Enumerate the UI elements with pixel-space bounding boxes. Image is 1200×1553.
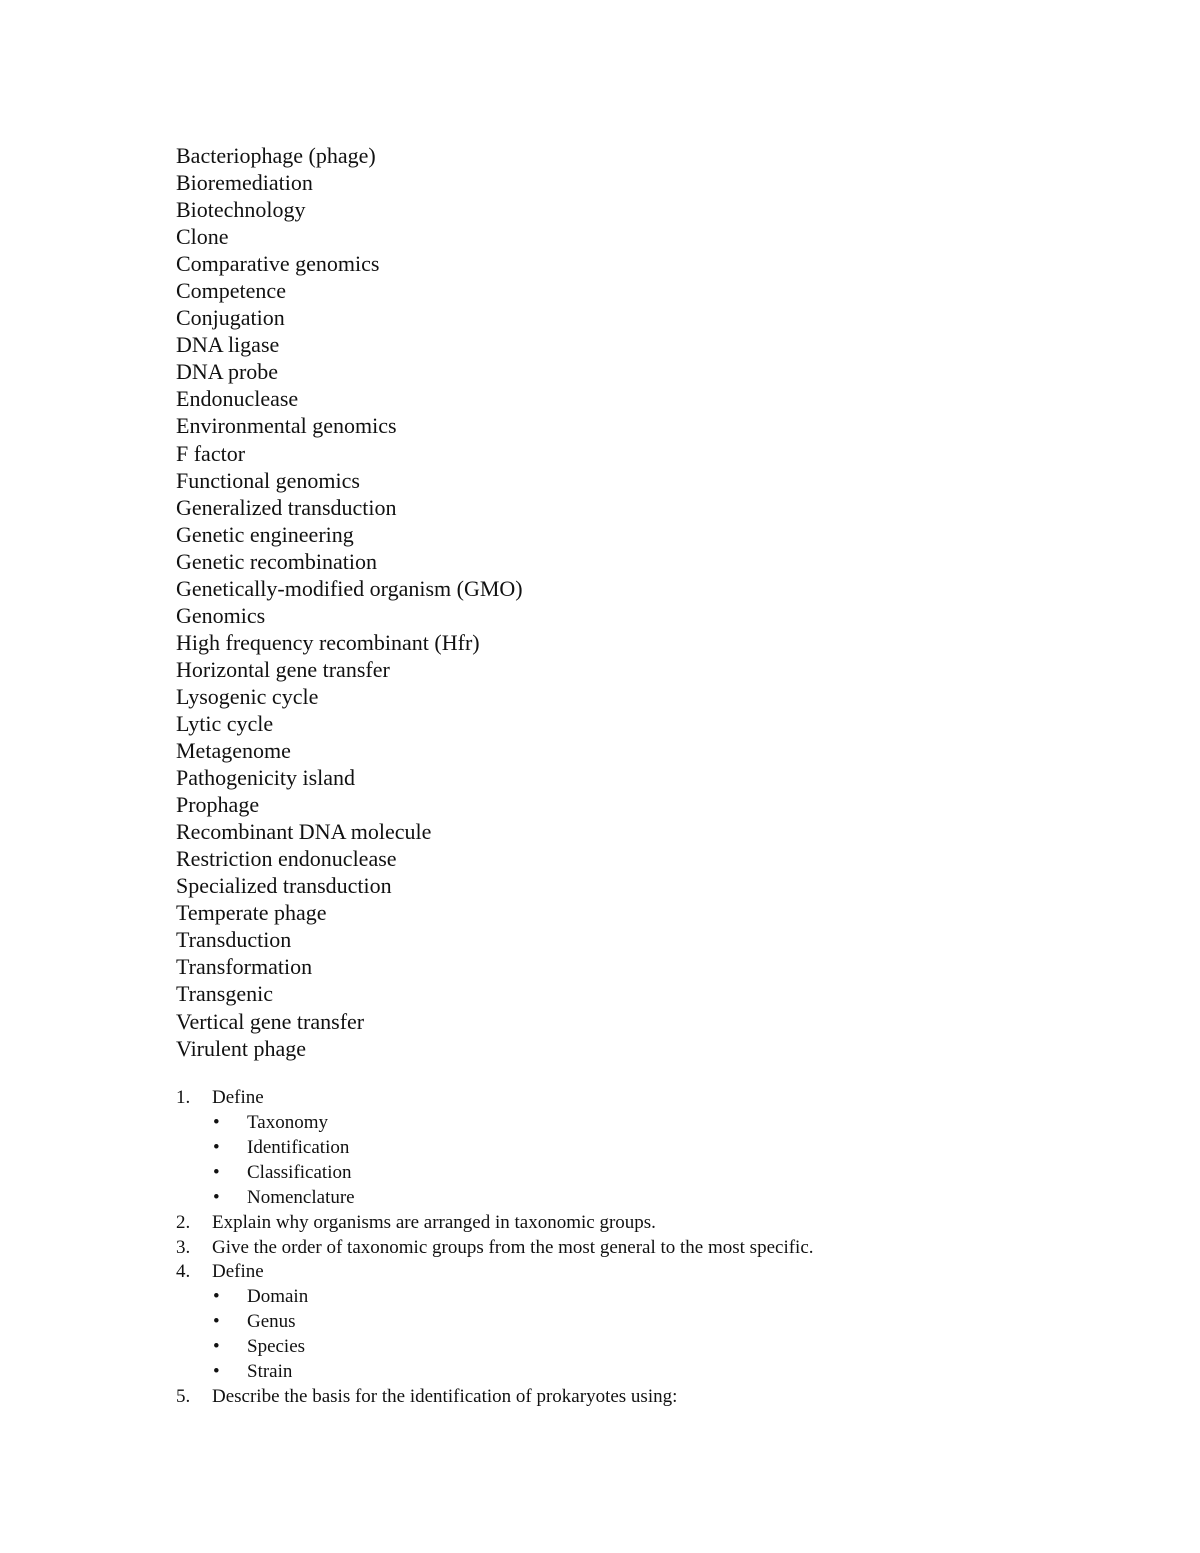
term-item: DNA ligase bbox=[176, 332, 280, 358]
term-item: Biotechnology bbox=[176, 197, 306, 223]
sub-item-text: Strain bbox=[247, 1361, 293, 1383]
sub-item-text: Taxonomy bbox=[247, 1111, 328, 1133]
question-text: Give the order of taxonomic groups from the most general to the most specific. bbox=[212, 1236, 814, 1258]
term-item: Temperate phage bbox=[176, 900, 327, 926]
term-item: Metagenome bbox=[176, 738, 291, 764]
question-number: 3. bbox=[176, 1236, 191, 1258]
term-item: F factor bbox=[176, 440, 246, 466]
term-item: Clone bbox=[176, 224, 229, 250]
term-item: Lytic cycle bbox=[176, 710, 274, 736]
term-item: Virulent phage bbox=[176, 1035, 307, 1061]
term-item: Transgenic bbox=[176, 981, 273, 1007]
term-item: Horizontal gene transfer bbox=[176, 656, 390, 682]
question-text: Define bbox=[212, 1087, 264, 1108]
bullet-icon: • bbox=[213, 1136, 220, 1158]
sub-item-text: Nomenclature bbox=[247, 1186, 355, 1208]
term-item: Conjugation bbox=[176, 305, 285, 331]
question-number: 1. bbox=[176, 1087, 191, 1108]
term-item: High frequency recombinant (Hfr) bbox=[176, 629, 480, 655]
question-number: 4. bbox=[176, 1261, 191, 1283]
term-item: Pathogenicity island bbox=[176, 765, 356, 791]
term-item: Environmental genomics bbox=[176, 413, 397, 439]
question-text: Explain why organisms are arranged in taxonomic groups. bbox=[212, 1211, 656, 1233]
sub-item-text: Identification bbox=[247, 1136, 350, 1158]
term-item: Lysogenic cycle bbox=[176, 683, 319, 709]
bullet-icon: • bbox=[213, 1336, 220, 1358]
term-item: Bioremediation bbox=[176, 170, 313, 196]
term-item: Vertical gene transfer bbox=[176, 1008, 365, 1034]
bullet-icon: • bbox=[213, 1111, 220, 1133]
term-list bbox=[176, 142, 523, 1062]
bullet-icon: • bbox=[213, 1286, 220, 1308]
term-item: Endonuclease bbox=[176, 386, 299, 412]
term-item: Restriction endonuclease bbox=[176, 846, 397, 872]
term-item: Generalized transduction bbox=[176, 494, 397, 520]
term-item: Specialized transduction bbox=[176, 873, 392, 899]
question-text: Define bbox=[212, 1261, 264, 1283]
sub-item-text: Classification bbox=[247, 1161, 352, 1183]
term-item: DNA probe bbox=[176, 359, 279, 385]
question-number: 5. bbox=[176, 1386, 191, 1408]
term-item: Transformation bbox=[176, 954, 313, 980]
term-item: Genetic engineering bbox=[176, 521, 354, 547]
sub-item-text: Genus bbox=[247, 1311, 296, 1333]
term-item: Functional genomics bbox=[176, 467, 360, 493]
term-item: Genetically-modified organism (GMO) bbox=[176, 575, 523, 601]
sub-item-text: Species bbox=[247, 1336, 306, 1358]
term-item: Genomics bbox=[176, 602, 266, 628]
term-item: Bacteriophage (phage) bbox=[176, 143, 376, 168]
bullet-icon: • bbox=[213, 1311, 220, 1333]
bullet-icon: • bbox=[213, 1361, 220, 1383]
term-item: Genetic recombination bbox=[176, 548, 377, 574]
term-item: Comparative genomics bbox=[176, 251, 380, 277]
term-item: Prophage bbox=[176, 792, 260, 818]
sub-item-text: Domain bbox=[247, 1286, 309, 1308]
term-item: Competence bbox=[176, 278, 286, 304]
bullet-icon: • bbox=[213, 1186, 220, 1208]
term-item: Recombinant DNA molecule bbox=[176, 819, 432, 845]
question-number: 2. bbox=[176, 1211, 191, 1233]
term-item: Transduction bbox=[176, 927, 292, 953]
bullet-icon: • bbox=[213, 1161, 220, 1183]
question-text: Describe the basis for the identification of prokaryotes using: bbox=[212, 1386, 678, 1408]
